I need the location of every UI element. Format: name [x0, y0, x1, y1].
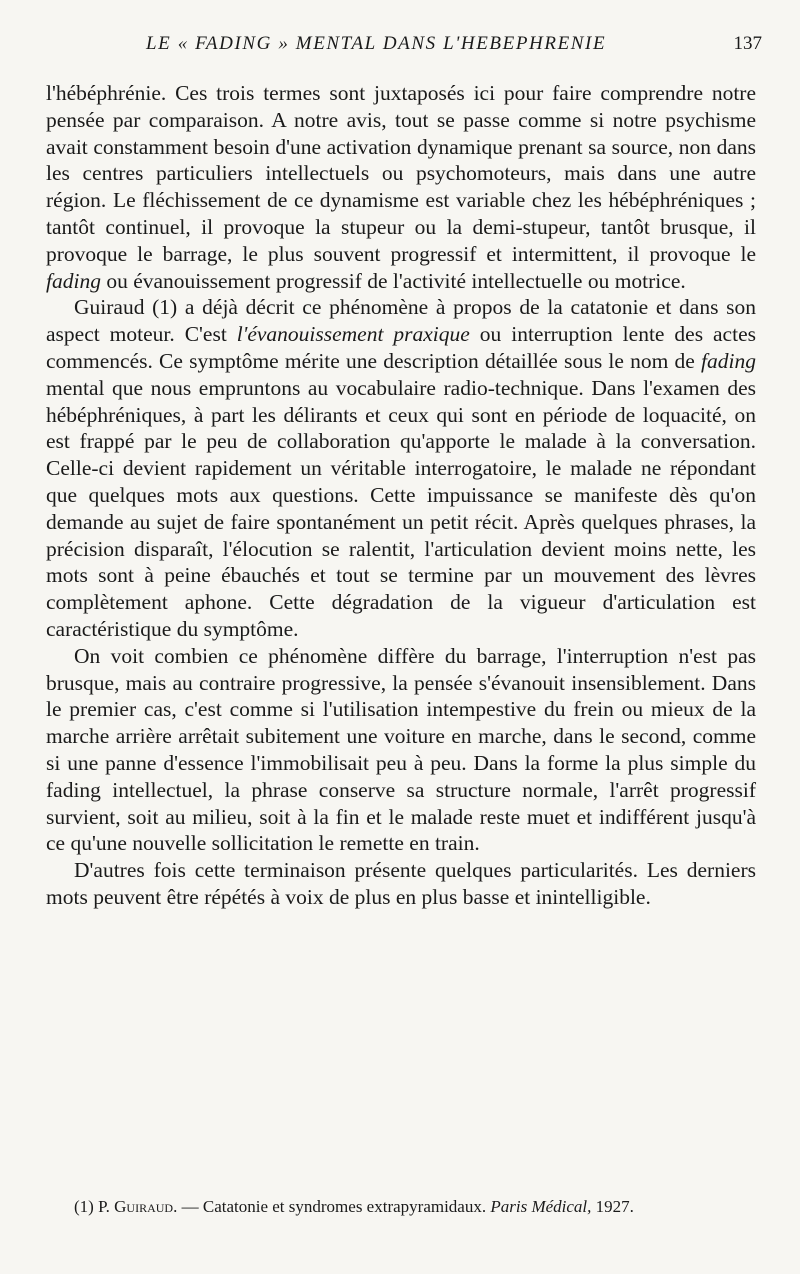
- italic-text: fading: [701, 348, 756, 373]
- footnote-journal: Paris Médical,: [490, 1197, 592, 1216]
- text-run: ou évanouissement progressif de l'activité intellectuelle ou motrice.: [100, 268, 686, 293]
- text-run: l'hébéphrénie. Ces trois termes sont juxtaposés ici pour faire comprendre notre pensée par comparaison. A notre avis, tout se passe comme si notre psychisme avait constamment besoin d'une activation dynamique prenant sa source, non dans les centres particuliers intellectuels ou psychomoteurs, mais dans une autre région. Le fléchissement de ce dynamisme est variable chez les hébéphréniques ; tantôt continuel, il provoque la stupeur ou la demi-stupeur, tantôt brusque, il provoque le barrage, le plus souvent progressif et intermittent, il provoque le: [46, 81, 756, 266]
- paragraph: [46, 643, 756, 857]
- footnote-year: 1927.: [591, 1197, 634, 1216]
- paragraph: [46, 857, 756, 911]
- text-run: Guiraud (1) a déjà décrit ce phénomène à propos de la catatonie et dans son aspect moteur. C'est: [46, 295, 756, 347]
- footnote-title: — Catatonie et syndromes extrapyramidaux.: [177, 1197, 491, 1216]
- text-run: mental que nous empruntons au vocabulaire radio-technique. Dans l'examen des hébéphréniques, à part les délirants et ceux qui sont en période de loquacité, on est frappé par le peu de collaboration qu'apporte le malade à la conversation. Celle-ci devient rapidement un véritable interrogatoire, le malade ne répondant que quelques mots aux questions. Cette impuissance se manifeste dès qu'on demande au sujet de faire spontanément un petit récit. Après quelques phrases, la précision disparaît, l'élocution se ralentit, l'articulation devient moins nette, les mots sont à peine ébauchés et tout se termine par un mouvement des lèvres complètement aphone. Cette dégradation de la vigueur d'articulation est caractéristique du symptôme.: [46, 375, 756, 641]
- footnote-author: Guiraud.: [114, 1197, 178, 1216]
- italic-text: l'évanouissement praxique: [236, 322, 470, 347]
- footnote: [46, 1196, 756, 1218]
- page-header: [46, 33, 762, 63]
- text-run: D'autres fois cette terminaison présente quelques particularités. Les derniers mots peuvent être répétés à voix de plus en plus basse et inintelligible.: [46, 858, 756, 909]
- footnote-text: [46, 1196, 756, 1218]
- text-run: On voit combien ce phénomène diffère du barrage, l'interruption n'est pas brusque, mais au contraire progressive, la pensée s'évanouit insensiblement. Dans le premier cas, c'est comme si l'utilisation intempestive du frein ou mieux de la marche arrière arrêtait subitement une voiture en marche, dans le second, comme si une panne d'essence l'immobilisait peu à peu. Dans la forme la plus simple du fading intellectuel, la phrase conserve sa structure normale, l'arrêt progressif survient, soit au milieu, soit à la fin et le malade reste muet et indifférent jusqu'à ce qu'une nouvelle sollicitation le remette en train.: [46, 643, 756, 856]
- page-number: 137: [733, 33, 762, 54]
- paragraph: [46, 80, 756, 294]
- body-text: [46, 80, 756, 911]
- text-run: ou interruption lente des actes commencés. Ce symptôme mérite une description détaillée sous le nom de: [46, 322, 756, 373]
- paragraph: [46, 294, 756, 642]
- italic-text: fading: [46, 268, 101, 293]
- running-head: LE « FADING » MENTAL DANS L'HEBEPHRENIE: [146, 33, 607, 54]
- footnote-marker: (1) P.: [74, 1197, 115, 1216]
